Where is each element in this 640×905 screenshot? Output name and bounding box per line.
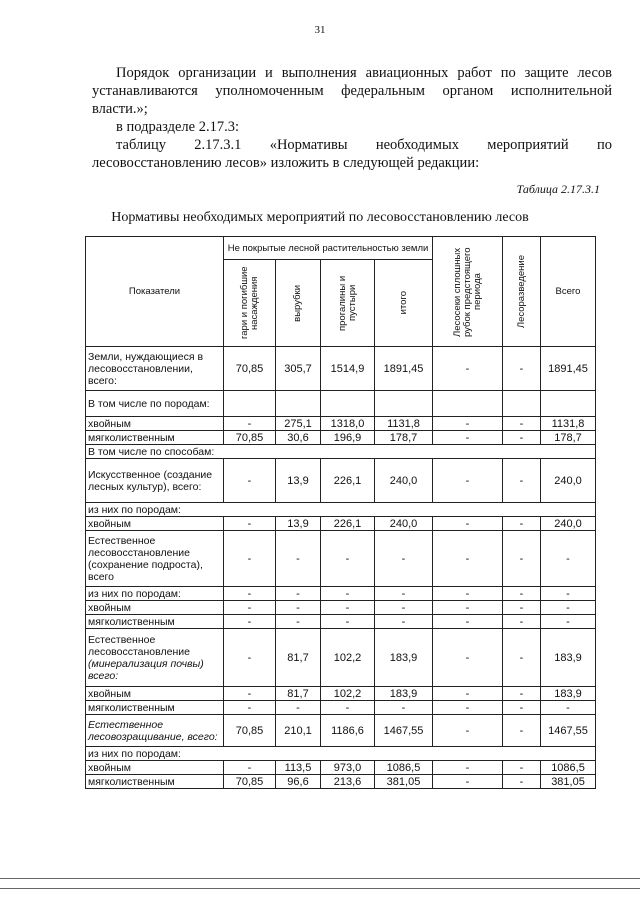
cell-clearings: 81,7 (276, 629, 321, 687)
cell-clearings: 113,5 (276, 761, 321, 775)
header-cutting-areas: Лесосеки сплошных рубок предстоящего периода (433, 237, 503, 347)
row-label: Земли, нуждающиеся в лесовосстановлении, всего: (86, 347, 224, 391)
cell-burned: - (224, 517, 276, 531)
row-label-italic: Естественное лесовозращивание, всего: (88, 718, 218, 743)
row-label: хвойным (86, 517, 224, 531)
cell-total: 1131,8 (541, 417, 596, 431)
row-label (86, 629, 224, 687)
cell-subtotal (375, 391, 433, 417)
row-label (86, 715, 224, 747)
header-glades: прогалины и пустыри (321, 260, 375, 347)
cell-clearings: 210,1 (276, 715, 321, 747)
row-label: мягколиственным (86, 701, 224, 715)
header-clearings: вырубки (276, 260, 321, 347)
cell-clearings (276, 391, 321, 417)
cell-glades: 226,1 (321, 517, 375, 531)
page-number: 31 (314, 24, 326, 36)
cell-glades: - (321, 615, 375, 629)
cell-cultivation: - (503, 459, 541, 503)
cell-burned: - (224, 687, 276, 701)
cell-total: 183,9 (541, 687, 596, 701)
cell-burned: - (224, 701, 276, 715)
cell-burned: 70,85 (224, 715, 276, 747)
header-burned: гари и погибшие насаждения (224, 260, 276, 347)
cell-total: 381,05 (541, 775, 596, 789)
row-label: В том числе по породам: (86, 391, 224, 417)
cell-cultivation: - (503, 629, 541, 687)
cell-cultivation: - (503, 715, 541, 747)
cell-total: 1891,45 (541, 347, 596, 391)
cell-clearings: 305,7 (276, 347, 321, 391)
cell-clearings: 275,1 (276, 417, 321, 431)
cell-total (541, 391, 596, 417)
cell-clearings: 30,6 (276, 431, 321, 445)
cell-glades: - (321, 701, 375, 715)
cell-subtotal: 1131,8 (375, 417, 433, 431)
cell-clearings: 96,6 (276, 775, 321, 789)
cell-burned: - (224, 629, 276, 687)
cell-clearings: - (276, 615, 321, 629)
cell-cultivation: - (503, 347, 541, 391)
cell-glades: 226,1 (321, 459, 375, 503)
cell-burned: - (224, 601, 276, 615)
cell-total: 178,7 (541, 431, 596, 445)
cell-cultivation: - (503, 431, 541, 445)
cell-clearings: - (276, 587, 321, 601)
row-label-merged: В том числе по способам: (86, 445, 596, 459)
cell-cultivation: - (503, 701, 541, 715)
cell-burned: - (224, 761, 276, 775)
cell-cutting: - (433, 629, 503, 687)
cell-cutting: - (433, 587, 503, 601)
header-subtotal: итого (375, 260, 433, 347)
cell-burned: 70,85 (224, 775, 276, 789)
page-bottom-edge (0, 878, 640, 879)
cell-glades: - (321, 601, 375, 615)
cell-cutting: - (433, 459, 503, 503)
cell-cutting: - (433, 761, 503, 775)
header-total: Всего (541, 237, 596, 347)
cell-subtotal: - (375, 587, 433, 601)
cell-cultivation: - (503, 531, 541, 587)
cell-glades: 973,0 (321, 761, 375, 775)
cell-subtotal: - (375, 615, 433, 629)
cell-subtotal: 240,0 (375, 517, 433, 531)
cell-subtotal: - (375, 701, 433, 715)
cell-cutting: - (433, 417, 503, 431)
cell-cultivation: - (503, 687, 541, 701)
row-label: Искусственное (создание лесных культур), всего: (86, 459, 224, 503)
header-uncovered-lands: Не покрытые лесной растительностью земли (224, 237, 433, 260)
row-label: Естественное лесовосстановление (сохранение подроста), всего (86, 531, 224, 587)
cell-cutting: - (433, 701, 503, 715)
cell-cutting: - (433, 531, 503, 587)
cell-total: 240,0 (541, 459, 596, 503)
row-label: хвойным (86, 417, 224, 431)
cell-cultivation: - (503, 761, 541, 775)
paragraph-aviation-works: Порядок организации и выполнения авиационных работ по защите лесов устанавливаются уполномоченным федеральным органом исполнительной власти.»; (92, 65, 612, 117)
cell-cutting: - (433, 517, 503, 531)
cell-total: - (541, 601, 596, 615)
paragraph-table-edit: таблицу 2.17.3.1 «Нормативы необходимых мероприятий по лесовосстановлению лесов» изложить в следующей редакции: (92, 137, 612, 171)
cell-cutting: - (433, 715, 503, 747)
cell-subtotal: 1467,55 (375, 715, 433, 747)
cell-clearings: - (276, 601, 321, 615)
row-label: мягколиственным (86, 615, 224, 629)
cell-cutting: - (433, 775, 503, 789)
cell-cultivation: - (503, 587, 541, 601)
cell-total: - (541, 587, 596, 601)
cell-clearings: 13,9 (276, 459, 321, 503)
cell-cutting: - (433, 615, 503, 629)
header-cultivation: Лесоразведение (503, 237, 541, 347)
cell-burned: - (224, 587, 276, 601)
cell-cultivation (503, 391, 541, 417)
cell-cutting: - (433, 601, 503, 615)
cell-subtotal: 183,9 (375, 687, 433, 701)
cell-burned: - (224, 417, 276, 431)
cell-clearings: 13,9 (276, 517, 321, 531)
cell-glades: 1186,6 (321, 715, 375, 747)
cell-cultivation: - (503, 417, 541, 431)
row-label: мягколиственным (86, 431, 224, 445)
row-label-merged: из них по породам: (86, 747, 596, 761)
row-label-italic: (минерализация почвы) всего: (88, 657, 204, 682)
cell-glades: 102,2 (321, 687, 375, 701)
cell-glades: 1318,0 (321, 417, 375, 431)
cell-subtotal: 381,05 (375, 775, 433, 789)
cell-clearings: - (276, 701, 321, 715)
cell-cutting: - (433, 687, 503, 701)
cell-cultivation: - (503, 775, 541, 789)
cell-total: - (541, 701, 596, 715)
cell-burned: - (224, 531, 276, 587)
cell-subtotal: 1891,45 (375, 347, 433, 391)
row-label-merged: из них по породам: (86, 503, 596, 517)
row-label: хвойным (86, 761, 224, 775)
cell-total: 183,9 (541, 629, 596, 687)
cell-total: - (541, 531, 596, 587)
cell-glades: 102,2 (321, 629, 375, 687)
cell-subtotal: - (375, 531, 433, 587)
cell-burned: 70,85 (224, 431, 276, 445)
row-label-main: Естественное лесовосстановление (88, 633, 190, 658)
cell-glades: 1514,9 (321, 347, 375, 391)
cell-cultivation: - (503, 615, 541, 629)
cell-subtotal: 240,0 (375, 459, 433, 503)
cell-burned: 70,85 (224, 347, 276, 391)
paragraph-subsection: в подразделе 2.17.3: (116, 119, 239, 135)
row-label: хвойным (86, 687, 224, 701)
cell-total: 240,0 (541, 517, 596, 531)
header-indicators: Показатели (86, 237, 224, 347)
cell-cultivation: - (503, 517, 541, 531)
cell-subtotal: 183,9 (375, 629, 433, 687)
cell-burned (224, 391, 276, 417)
cell-glades (321, 391, 375, 417)
cell-glades: 196,9 (321, 431, 375, 445)
cell-glades: - (321, 587, 375, 601)
cell-burned: - (224, 459, 276, 503)
cell-clearings: 81,7 (276, 687, 321, 701)
table-label: Таблица 2.17.3.1 (516, 182, 600, 196)
norms-table (85, 236, 596, 789)
cell-subtotal: 178,7 (375, 431, 433, 445)
cell-glades: 213,6 (321, 775, 375, 789)
cell-clearings: - (276, 531, 321, 587)
cell-total: - (541, 615, 596, 629)
row-label: из них по породам: (86, 587, 224, 601)
cell-cutting: - (433, 347, 503, 391)
table-title: Нормативы необходимых мероприятий по лесовосстановлению лесов (111, 210, 529, 225)
page-bottom-edge (0, 888, 640, 889)
cell-cutting: - (433, 431, 503, 445)
cell-glades: - (321, 531, 375, 587)
row-label: мягколиственным (86, 775, 224, 789)
row-label: хвойным (86, 601, 224, 615)
cell-cultivation: - (503, 601, 541, 615)
cell-subtotal: 1086,5 (375, 761, 433, 775)
cell-total: 1467,55 (541, 715, 596, 747)
cell-subtotal: - (375, 601, 433, 615)
cell-total: 1086,5 (541, 761, 596, 775)
cell-cutting (433, 391, 503, 417)
cell-burned: - (224, 615, 276, 629)
